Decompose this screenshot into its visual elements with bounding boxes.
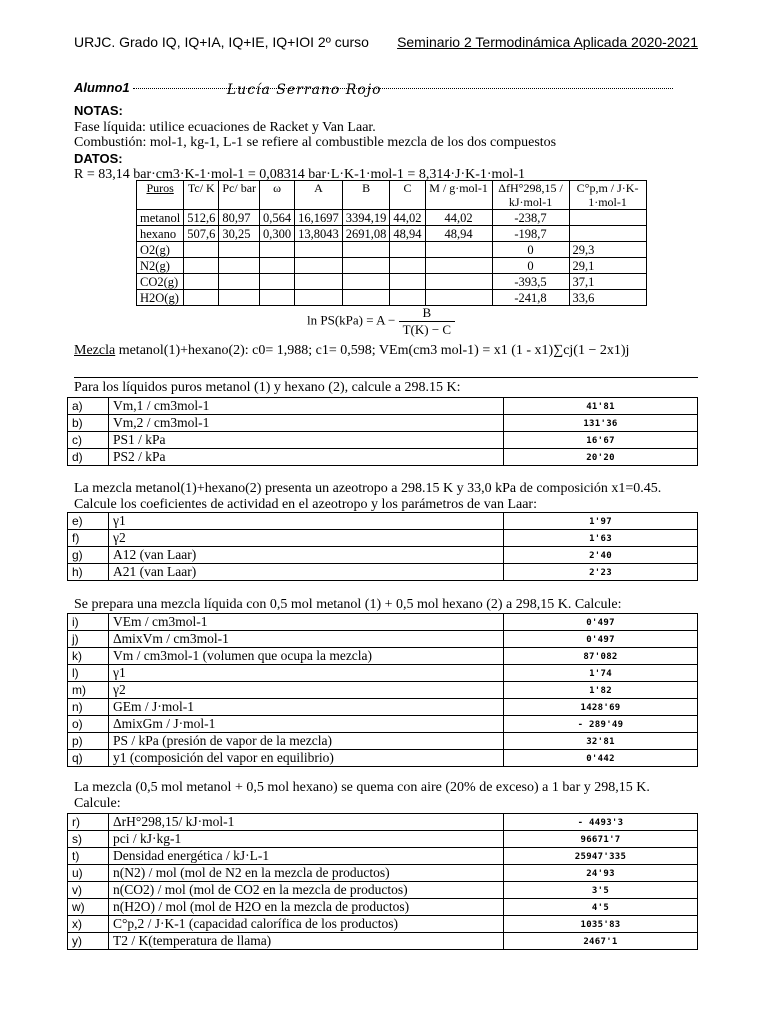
question-letter: k): [68, 648, 109, 665]
property-value: 0,300: [260, 226, 295, 242]
handwritten-answer: 2'23: [589, 568, 612, 578]
handwritten-answer: 0'497: [586, 618, 615, 628]
student-name: Lucía Serrano Rojo: [226, 82, 382, 98]
handwritten-answer: 0'497: [586, 635, 615, 645]
property-value: 13,8043: [295, 226, 343, 242]
gas-constant-line: R = 83,14 bar·cm3·K-1·mol-1 = 0,08314 bar·L·K-1·mol-1 = 8,314·J·K-1·mol-1: [74, 167, 525, 182]
section4-intro-line1: La mezcla (0,5 mol metanol + 0,5 mol hexano) se quema con aire (20% de exceso) a 1 bar y 298,15 K.: [74, 780, 650, 795]
section2-intro: [74, 481, 698, 513]
question-letter: o): [68, 716, 109, 733]
question-text: PS / kPa (presión de vapor de la mezcla): [109, 733, 504, 750]
section4-intro: [74, 780, 698, 812]
properties-table: [136, 180, 647, 306]
handwritten-answer: 1'74: [589, 669, 612, 679]
property-value: [390, 274, 425, 290]
course-title: URJC. Grado IQ, IQ+IA, IQ+IE, IQ+IOI 2º curso: [74, 34, 369, 50]
question-row: [68, 547, 698, 564]
question-row: [68, 750, 698, 767]
formula-denominator: T(K) − C: [402, 322, 452, 337]
property-value: [260, 242, 295, 258]
handwritten-answer: 25947'335: [574, 852, 627, 862]
section2-table: [67, 512, 698, 581]
question-text: ΔmixGm / J·mol-1: [109, 716, 504, 733]
properties-row: [137, 258, 647, 274]
mixture-label: Mezcla: [74, 343, 116, 358]
question-text: PS1 / kPa: [109, 432, 504, 449]
answer-cell: [504, 848, 698, 865]
question-row: [68, 882, 698, 899]
property-value: [184, 242, 219, 258]
question-letter: s): [68, 831, 109, 848]
answer-cell: [504, 916, 698, 933]
question-row: [68, 933, 698, 950]
question-text: T2 / K(temperatura de llama): [109, 933, 504, 950]
answer-cell: [504, 665, 698, 682]
question-letter: a): [68, 398, 109, 415]
property-value: [342, 290, 390, 306]
answer-cell: [504, 899, 698, 916]
property-value: [425, 274, 492, 290]
property-value: 29,3: [569, 242, 646, 258]
answer-cell: [504, 547, 698, 564]
antoine-formula: [307, 305, 455, 338]
section4-body: [68, 814, 698, 950]
question-text: Vm,2 / cm3mol-1: [109, 415, 504, 432]
question-row: [68, 865, 698, 882]
answer-cell: [504, 614, 698, 631]
answer-cell: [504, 882, 698, 899]
properties-row: [137, 210, 647, 226]
mixture-line: [74, 343, 629, 359]
handwritten-answer: 24'93: [586, 869, 615, 879]
student-name-line: [133, 82, 673, 98]
question-text: n(H2O) / mol (mol de H2O en la mezcla de productos): [109, 899, 504, 916]
question-letter: j): [68, 631, 109, 648]
property-value: 48,94: [425, 226, 492, 242]
question-letter: e): [68, 513, 109, 530]
question-row: [68, 631, 698, 648]
section2-intro-line1: La mezcla metanol(1)+hexano(2) presenta un azeotropo a 298.15 K y 33,0 kPa de composición x1=0.45.: [74, 481, 662, 496]
property-value: 37,1: [569, 274, 646, 290]
question-row: [68, 513, 698, 530]
properties-header-cell: Pc/ bar: [219, 181, 260, 210]
question-row: [68, 716, 698, 733]
answer-cell: [504, 699, 698, 716]
answer-cell: [504, 933, 698, 950]
answer-cell: [504, 564, 698, 581]
properties-header-cell: C°p,m / J·K-1·mol-1: [569, 181, 646, 210]
property-value: [425, 290, 492, 306]
student-row: [74, 80, 698, 96]
question-row: [68, 648, 698, 665]
question-letter: y): [68, 933, 109, 950]
property-value: 29,1: [569, 258, 646, 274]
property-value: 30,25: [219, 226, 260, 242]
compound-name: CO2(g): [137, 274, 184, 290]
question-letter: r): [68, 814, 109, 831]
property-value: 0: [492, 242, 569, 258]
handwritten-answer: 32'81: [586, 737, 615, 747]
question-text: ΔrH°298,15/ kJ·mol-1: [109, 814, 504, 831]
properties-row: [137, 226, 647, 242]
properties-header-cell: Puros: [137, 181, 184, 210]
question-row: [68, 665, 698, 682]
question-row: [68, 814, 698, 831]
question-letter: d): [68, 449, 109, 466]
question-row: [68, 733, 698, 750]
question-row: [68, 398, 698, 415]
question-letter: n): [68, 699, 109, 716]
question-row: [68, 449, 698, 466]
question-row: [68, 415, 698, 432]
compound-name: metanol: [137, 210, 184, 226]
handwritten-answer: 87'082: [583, 652, 618, 662]
handwritten-answer: 1'82: [589, 686, 612, 696]
property-value: -238,7: [492, 210, 569, 226]
question-row: [68, 432, 698, 449]
compound-name: O2(g): [137, 242, 184, 258]
properties-header-cell: C: [390, 181, 425, 210]
section3-intro: Se prepara una mezcla líquida con 0,5 mol metanol (1) + 0,5 mol hexano (2) a 298,15 K. Calcule:: [74, 597, 622, 612]
question-text: C°p,2 / J·K-1 (capacidad calorífica de los productos): [109, 916, 504, 933]
question-row: [68, 530, 698, 547]
question-letter: g): [68, 547, 109, 564]
property-value: [295, 274, 343, 290]
notes-title: NOTAS:: [74, 103, 123, 118]
property-value: [295, 258, 343, 274]
section3-table: [67, 613, 698, 767]
section2-intro-line2: Calcule los coeficientes de actividad en el azeotropo y los parámetros de van Laar:: [74, 497, 537, 512]
question-text: γ1: [109, 513, 504, 530]
question-letter: p): [68, 733, 109, 750]
property-value: [219, 274, 260, 290]
properties-row: [137, 290, 647, 306]
properties-header-cell: M / g·mol-1: [425, 181, 492, 210]
property-value: [295, 242, 343, 258]
page-header: [74, 34, 698, 50]
property-value: -241,8: [492, 290, 569, 306]
divider: [74, 377, 698, 378]
property-value: [295, 290, 343, 306]
notes-line-1: Fase líquida: utilice ecuaciones de Racket y Van Laar.: [74, 119, 376, 135]
property-value: 44,02: [425, 210, 492, 226]
handwritten-answer: 1428'69: [580, 703, 621, 713]
question-letter: w): [68, 899, 109, 916]
question-text: ΔmixVm / cm3mol-1: [109, 631, 504, 648]
section1-intro: Para los líquidos puros metanol (1) y hexano (2), calcule a 298.15 K:: [74, 380, 461, 395]
question-text: GEm / J·mol-1: [109, 699, 504, 716]
question-letter: i): [68, 614, 109, 631]
property-value: [260, 258, 295, 274]
handwritten-answer: 2'40: [589, 551, 612, 561]
section3-body: [68, 614, 698, 767]
question-row: [68, 899, 698, 916]
handwritten-answer: 0'442: [586, 754, 615, 764]
handwritten-answer: 41'81: [586, 402, 615, 412]
question-row: [68, 614, 698, 631]
question-letter: f): [68, 530, 109, 547]
formula-fraction: [399, 305, 456, 338]
question-text: γ1: [109, 665, 504, 682]
property-value: [260, 274, 295, 290]
properties-header-cell: Tc/ K: [184, 181, 219, 210]
question-text: y1 (composición del vapor en equilibrio): [109, 750, 504, 767]
property-value: [219, 290, 260, 306]
property-value: [342, 242, 390, 258]
properties-header-row: [137, 181, 647, 210]
question-letter: c): [68, 432, 109, 449]
question-letter: v): [68, 882, 109, 899]
handwritten-answer: 4'5: [591, 903, 610, 913]
question-row: [68, 564, 698, 581]
property-value: [569, 210, 646, 226]
handwritten-answer: 1'97: [589, 517, 612, 527]
property-value: -393,5: [492, 274, 569, 290]
question-text: n(CO2) / mol (mol de CO2 en la mezcla de productos): [109, 882, 504, 899]
datos-title: DATOS:: [74, 150, 123, 166]
question-letter: x): [68, 916, 109, 933]
handwritten-answer: 96671'7: [580, 835, 621, 845]
question-text: Densidad energética / kJ·L-1: [109, 848, 504, 865]
question-text: VEm / cm3mol-1: [109, 614, 504, 631]
question-letter: u): [68, 865, 109, 882]
notes-block: [74, 103, 698, 183]
question-text: A12 (van Laar): [109, 547, 504, 564]
section2-body: [68, 513, 698, 581]
answer-cell: [504, 814, 698, 831]
answer-cell: [504, 513, 698, 530]
property-value: 16,1697: [295, 210, 343, 226]
properties-row: [137, 242, 647, 258]
question-letter: h): [68, 564, 109, 581]
question-text: n(N2) / mol (mol de N2 en la mezcla de productos): [109, 865, 504, 882]
answer-cell: [504, 530, 698, 547]
section4-table: [67, 813, 698, 950]
compound-name: hexano: [137, 226, 184, 242]
question-letter: m): [68, 682, 109, 699]
question-row: [68, 848, 698, 865]
question-letter: b): [68, 415, 109, 432]
question-text: Vm,1 / cm3mol-1: [109, 398, 504, 415]
question-text: pci / kJ·kg-1: [109, 831, 504, 848]
compound-name: H2O(g): [137, 290, 184, 306]
question-letter: t): [68, 848, 109, 865]
property-value: [260, 290, 295, 306]
answer-cell: [504, 415, 698, 432]
properties-body: [137, 210, 647, 306]
question-letter: l): [68, 665, 109, 682]
section1-body: [68, 398, 698, 466]
property-value: -198,7: [492, 226, 569, 242]
answer-cell: [504, 631, 698, 648]
property-value: [390, 290, 425, 306]
property-value: [390, 242, 425, 258]
answer-cell: [504, 682, 698, 699]
answer-cell: [504, 432, 698, 449]
properties-header-cell: ω: [260, 181, 295, 210]
property-value: [342, 274, 390, 290]
handwritten-answer: 20'20: [586, 453, 615, 463]
question-text: Vm / cm3mol-1 (volumen que ocupa la mezcla): [109, 648, 504, 665]
section1-table: [67, 397, 698, 466]
property-value: [342, 258, 390, 274]
property-value: 3394,19: [342, 210, 390, 226]
handwritten-answer: 3'5: [591, 886, 610, 896]
question-text: γ2: [109, 682, 504, 699]
seminar-title: Seminario 2 Termodinámica Aplicada 2020-2021: [397, 34, 698, 50]
property-value: 44,02: [390, 210, 425, 226]
handwritten-answer: 1035'83: [580, 920, 621, 930]
answer-cell: [504, 750, 698, 767]
property-value: 512,6: [184, 210, 219, 226]
handwritten-answer: 131'36: [583, 419, 618, 429]
answer-cell: [504, 733, 698, 750]
mixture-text: metanol(1)+hexano(2): c0= 1,988; c1= 0,598; VEm(cm3 mol-1) = x1 (1 - x1)∑cj(1 − 2x1)j: [118, 343, 630, 358]
property-value: [184, 290, 219, 306]
answer-cell: [504, 831, 698, 848]
student-label: Alumno1: [74, 80, 130, 95]
question-row: [68, 699, 698, 716]
question-letter: q): [68, 750, 109, 767]
property-value: 80,97: [219, 210, 260, 226]
property-value: [184, 274, 219, 290]
property-value: 48,94: [390, 226, 425, 242]
answer-cell: [504, 398, 698, 415]
answer-cell: [504, 449, 698, 466]
handwritten-answer: 2467'1: [583, 937, 618, 947]
answer-cell: [504, 716, 698, 733]
property-value: [425, 258, 492, 274]
properties-header-cell: A: [295, 181, 343, 210]
handwritten-answer: 1'63: [589, 534, 612, 544]
properties-row: [137, 274, 647, 290]
section4-intro-line2: Calcule:: [74, 796, 121, 811]
question-row: [68, 831, 698, 848]
question-row: [68, 682, 698, 699]
question-text: γ2: [109, 530, 504, 547]
handwritten-answer: - 289'49: [577, 720, 624, 730]
property-value: [184, 258, 219, 274]
property-value: 507,6: [184, 226, 219, 242]
question-row: [68, 916, 698, 933]
property-value: [219, 258, 260, 274]
properties-header-cell: ΔfH°298,15 / kJ·mol-1: [492, 181, 569, 210]
property-value: [390, 258, 425, 274]
notes-line-2: Combustión: mol-1, kg-1, L-1 se refiere al combustible mezcla de los dos compuestos: [74, 135, 557, 150]
formula-lhs: ln PS(kPa) = A −: [307, 312, 396, 328]
handwritten-answer: - 4493'3: [577, 818, 624, 828]
handwritten-answer: 16'67: [586, 436, 615, 446]
property-value: 2691,08: [342, 226, 390, 242]
question-text: PS2 / kPa: [109, 449, 504, 466]
property-value: 0,564: [260, 210, 295, 226]
compound-name: N2(g): [137, 258, 184, 274]
formula-numerator: B: [399, 305, 456, 322]
answer-cell: [504, 648, 698, 665]
answer-cell: [504, 865, 698, 882]
property-value: [569, 226, 646, 242]
properties-header-cell: B: [342, 181, 390, 210]
question-text: A21 (van Laar): [109, 564, 504, 581]
property-value: 33,6: [569, 290, 646, 306]
property-value: [425, 242, 492, 258]
property-value: 0: [492, 258, 569, 274]
property-value: [219, 242, 260, 258]
